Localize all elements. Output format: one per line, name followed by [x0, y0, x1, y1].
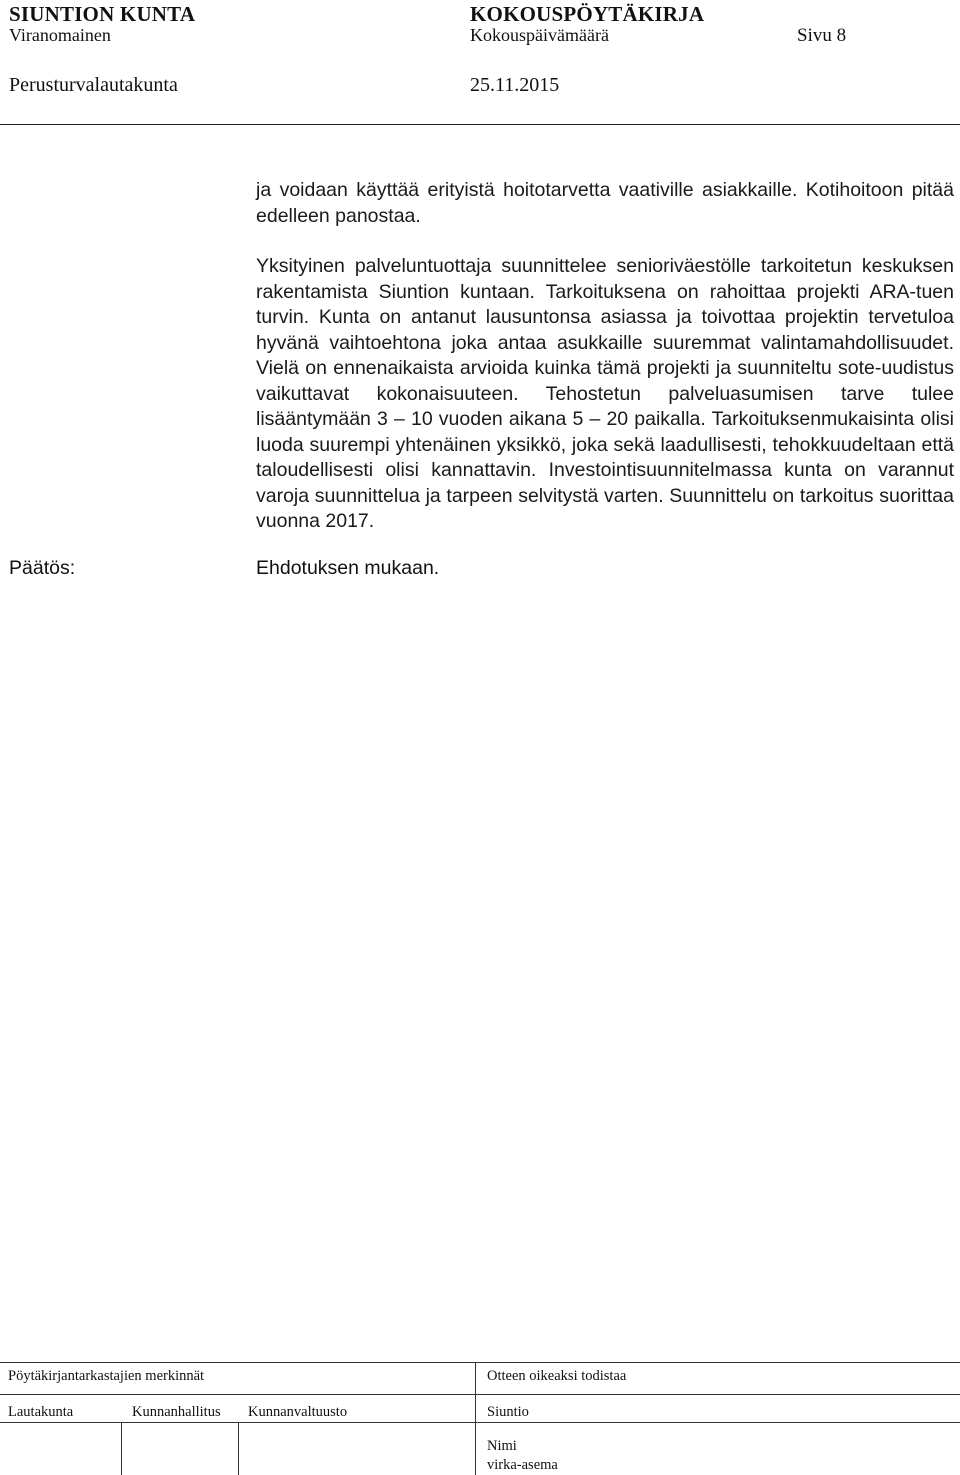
- footer-top-rule: [0, 1362, 960, 1363]
- place: Siuntio: [487, 1404, 529, 1420]
- column-council: Kunnanvaltuusto: [248, 1404, 348, 1420]
- organization-name: SIUNTION KUNTA: [9, 2, 196, 26]
- footer-row-rule: [0, 1394, 960, 1395]
- footer-divider: [475, 1362, 476, 1475]
- paragraph: ja voidaan käyttää erityistä hoitotarvetta vaativille asiakkaille. Kotihoitoon pitää edelleen panostaa.: [256, 179, 954, 227]
- header-divider: [0, 124, 960, 125]
- decision-text: Ehdotuksen mukaan.: [256, 557, 440, 579]
- signature-cell-divider: [121, 1422, 122, 1475]
- position-label: virka-asema: [487, 1457, 558, 1473]
- decision-label: Päätös:: [9, 557, 76, 579]
- authority-label: Viranomainen: [9, 25, 111, 45]
- document-type: KOKOUSPÖYTÄKIRJA: [470, 2, 705, 26]
- paragraph: Yksityinen palveluntuottaja suunnittelee senioriväestölle tarkoitetun keskuksen rakentamista Siuntion kuntaan. Tarkoituksena on rahoittaa projekti ARA-tuen turvin. Kunta on antanut lausuntonsa asiassa ja toivottaa projektin tervetuloa hyvänä vaihtoehtona joka antaa asukkaille suuremmat valintamahdollisuudet. Vielä on ennenaikaista arvioida kuinka tämä projekti ja suunniteltu sote-uudistus vaikuttavat kokonaisuuteen. Tehostetun palveluasumisen tarve tulee lisääntymään 3 – 10 vuoden aikana 5 – 20 paikalla. Tarkoituksenmukaisinta olisi luoda suurempi yhtenäinen yksikkö, joka sekä laadullisesti, tehokkuudeltaan että taloudellisesti olisi kannattavin. Investointisuunnitelmassa kunta on varannut varoja suunnittelua ja tarpeen selvitystä varten. Suunnittelu on tarkoitus suorittaa vuonna 2017.: [256, 255, 954, 532]
- meeting-date-label: Kokouspäivämäärä: [470, 25, 609, 45]
- authority-name: Perusturvalautakunta: [9, 74, 178, 96]
- column-executive: Kunnanhallitus: [132, 1404, 221, 1420]
- signature-cell-divider: [238, 1422, 239, 1475]
- footer-signature-table: [0, 1362, 960, 1475]
- meeting-date: 25.11.2015: [470, 74, 560, 96]
- certified-label: Otteen oikeaksi todistaa: [487, 1368, 627, 1384]
- body-text: [256, 178, 954, 535]
- footer-row-rule: [0, 1422, 960, 1423]
- page-number: Sivu 8: [797, 25, 847, 46]
- reviewers-label: Pöytäkirjantarkastajien merkinnät: [8, 1368, 205, 1384]
- column-board: Lautakunta: [8, 1404, 74, 1420]
- name-label: Nimi: [487, 1438, 517, 1454]
